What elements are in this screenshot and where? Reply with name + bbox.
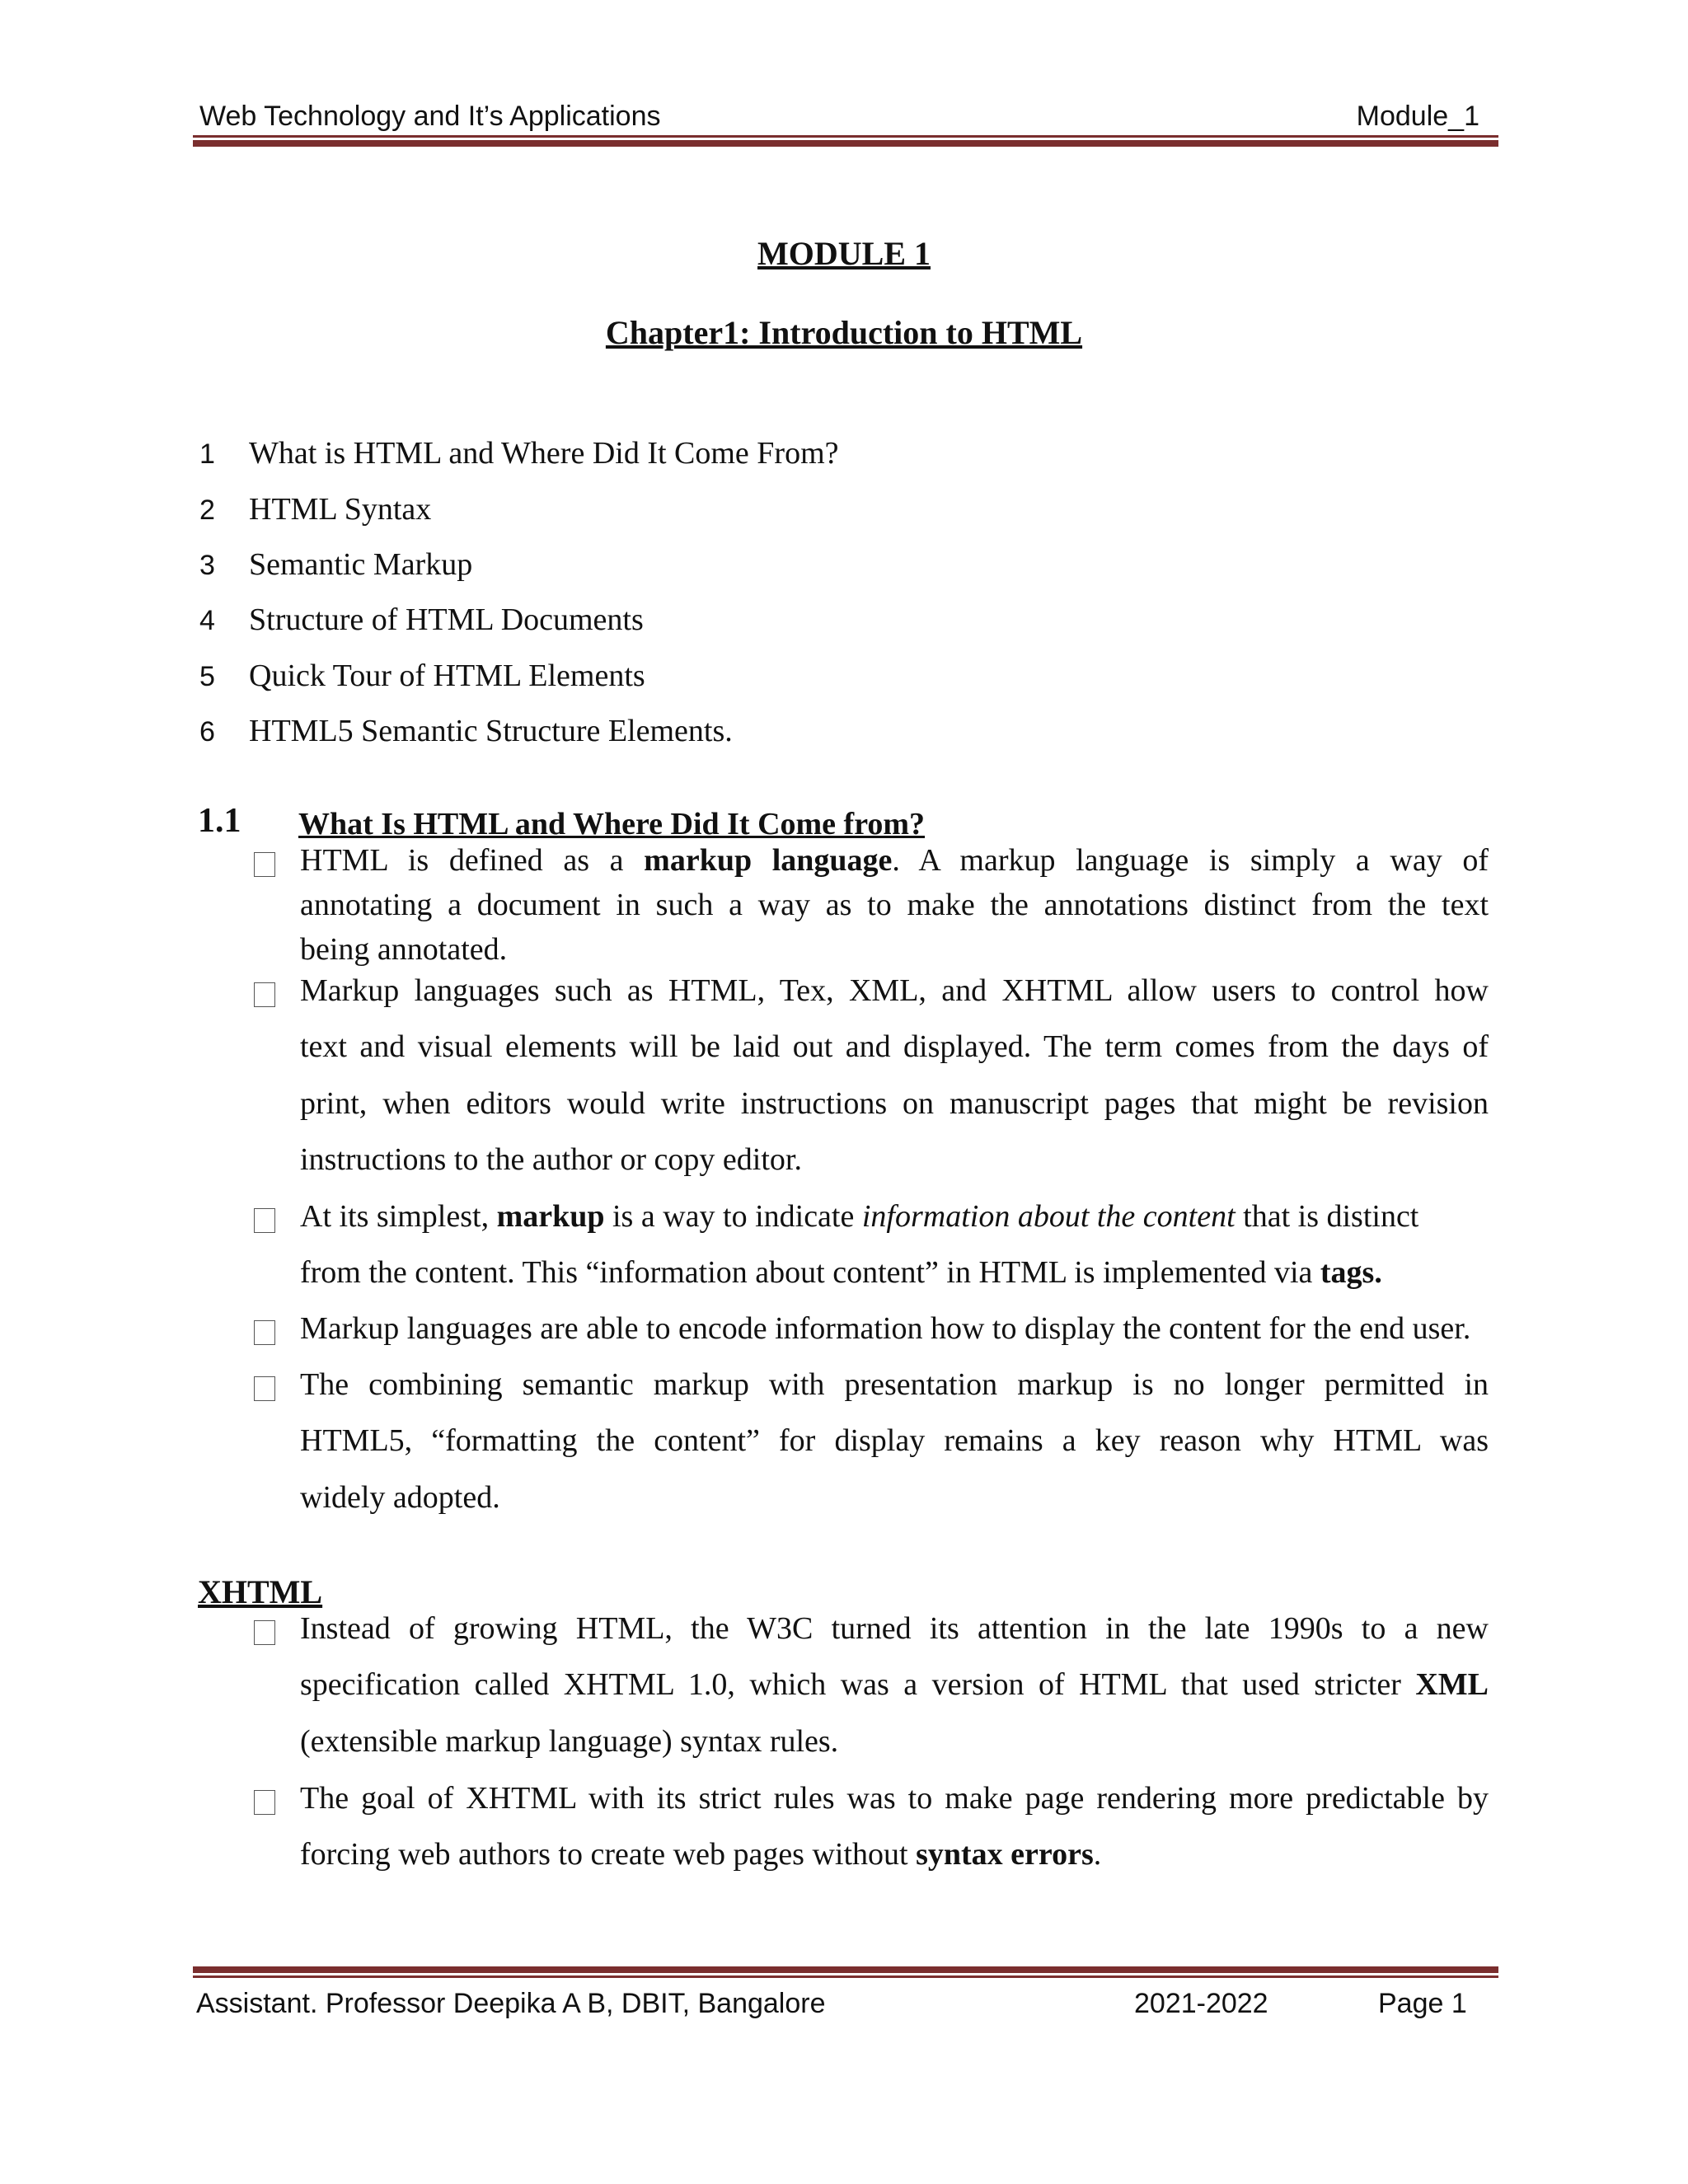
footer-rule-thin xyxy=(193,1975,1498,1978)
header-rule-thick xyxy=(193,140,1498,147)
bullet-line: Markup languages such as HTML, Tex, XML, and XHTML allow users to control how xyxy=(300,973,1489,1008)
toc-number: 6 xyxy=(199,716,215,748)
bullet-box-icon xyxy=(254,982,275,1007)
bullet-line: from the content. This “information about content” in HTML is implemented via tags. xyxy=(300,1255,1382,1290)
bullet-box-icon xyxy=(254,1320,275,1345)
toc-text: Semantic Markup xyxy=(249,547,473,582)
bullet-line: widely adopted. xyxy=(300,1480,500,1515)
toc-item xyxy=(199,546,472,583)
bullet-box-icon xyxy=(254,1790,275,1815)
footer-author: Assistant. Professor Deepika A B, DBIT, Bangalore xyxy=(196,1988,826,2019)
toc-number: 4 xyxy=(199,605,215,636)
bullet-line: being annotated. xyxy=(300,932,508,967)
bullet-line: The goal of XHTML with its strict rules was to make page rendering more predictable by xyxy=(300,1781,1489,1816)
module-title: MODULE 1 xyxy=(757,235,931,272)
toc-item xyxy=(199,491,431,527)
toc-item xyxy=(199,713,733,749)
toc-text: HTML5 Semantic Structure Elements. xyxy=(249,714,733,748)
chapter-title: Chapter1: Introduction to HTML xyxy=(605,314,1083,351)
toc-text: HTML Syntax xyxy=(249,492,432,527)
bullet-box-icon xyxy=(254,1376,275,1401)
section-title: What Is HTML and Where Did It Come from? xyxy=(298,807,926,841)
bullet-box-icon xyxy=(254,1208,275,1233)
bullet-line: The combining semantic markup with presentation markup is no longer permitted in xyxy=(300,1367,1489,1402)
bullet-line: annotating a document in such a way as to make the annotations distinct from the text xyxy=(300,888,1489,922)
bullet-box-icon xyxy=(254,852,275,877)
bullet-line: Instead of growing HTML, the W3C turned its attention in the late 1990s to a new xyxy=(300,1611,1489,1646)
toc-text: Quick Tour of HTML Elements xyxy=(249,658,645,693)
bullet-line: Markup languages are able to encode information how to display the content for the end user. xyxy=(300,1311,1471,1346)
toc-text: What is HTML and Where Did It Come From? xyxy=(249,436,839,471)
bullet-line: specification called XHTML 1.0, which was a version of HTML that used stricter XML xyxy=(300,1667,1489,1702)
header-module: Module_1 xyxy=(1356,101,1479,132)
header-title: Web Technology and It’s Applications xyxy=(199,101,661,132)
bullet-line: HTML5, “formatting the content” for display remains a key reason why HTML was xyxy=(300,1423,1489,1458)
toc-item xyxy=(199,658,645,694)
footer-year: 2021-2022 xyxy=(1134,1988,1268,2019)
bullet-line: At its simplest, markup is a way to indicate information about the content that is distinct xyxy=(300,1199,1419,1234)
toc-number: 5 xyxy=(199,661,215,692)
toc-number: 2 xyxy=(199,494,215,526)
toc-number: 3 xyxy=(199,550,215,581)
header-rule-thin xyxy=(193,135,1498,138)
bullet-line: print, when editors would write instructions on manuscript pages that might be revision xyxy=(300,1086,1489,1121)
bullet-box-icon xyxy=(254,1620,275,1645)
footer-rule-thick xyxy=(193,1966,1498,1973)
bullet-line: HTML is defined as a markup language. A markup language is simply a way of xyxy=(300,843,1489,878)
toc-number: 1 xyxy=(199,438,215,470)
bullet-line: text and visual elements will be laid out and displayed. The term comes from the days of xyxy=(300,1029,1489,1064)
bullet-line: forcing web authors to create web pages without syntax errors. xyxy=(300,1837,1102,1872)
toc-item xyxy=(199,602,644,638)
xhtml-heading: XHTML xyxy=(198,1573,323,1610)
toc-item xyxy=(199,435,839,471)
bullet-line: (extensible markup language) syntax rules. xyxy=(300,1724,839,1759)
section-number: 1.1 xyxy=(198,802,241,840)
bullet-line: instructions to the author or copy editor. xyxy=(300,1142,802,1177)
footer-page-number: Page 1 xyxy=(1378,1988,1467,2019)
toc-text: Structure of HTML Documents xyxy=(249,602,644,637)
